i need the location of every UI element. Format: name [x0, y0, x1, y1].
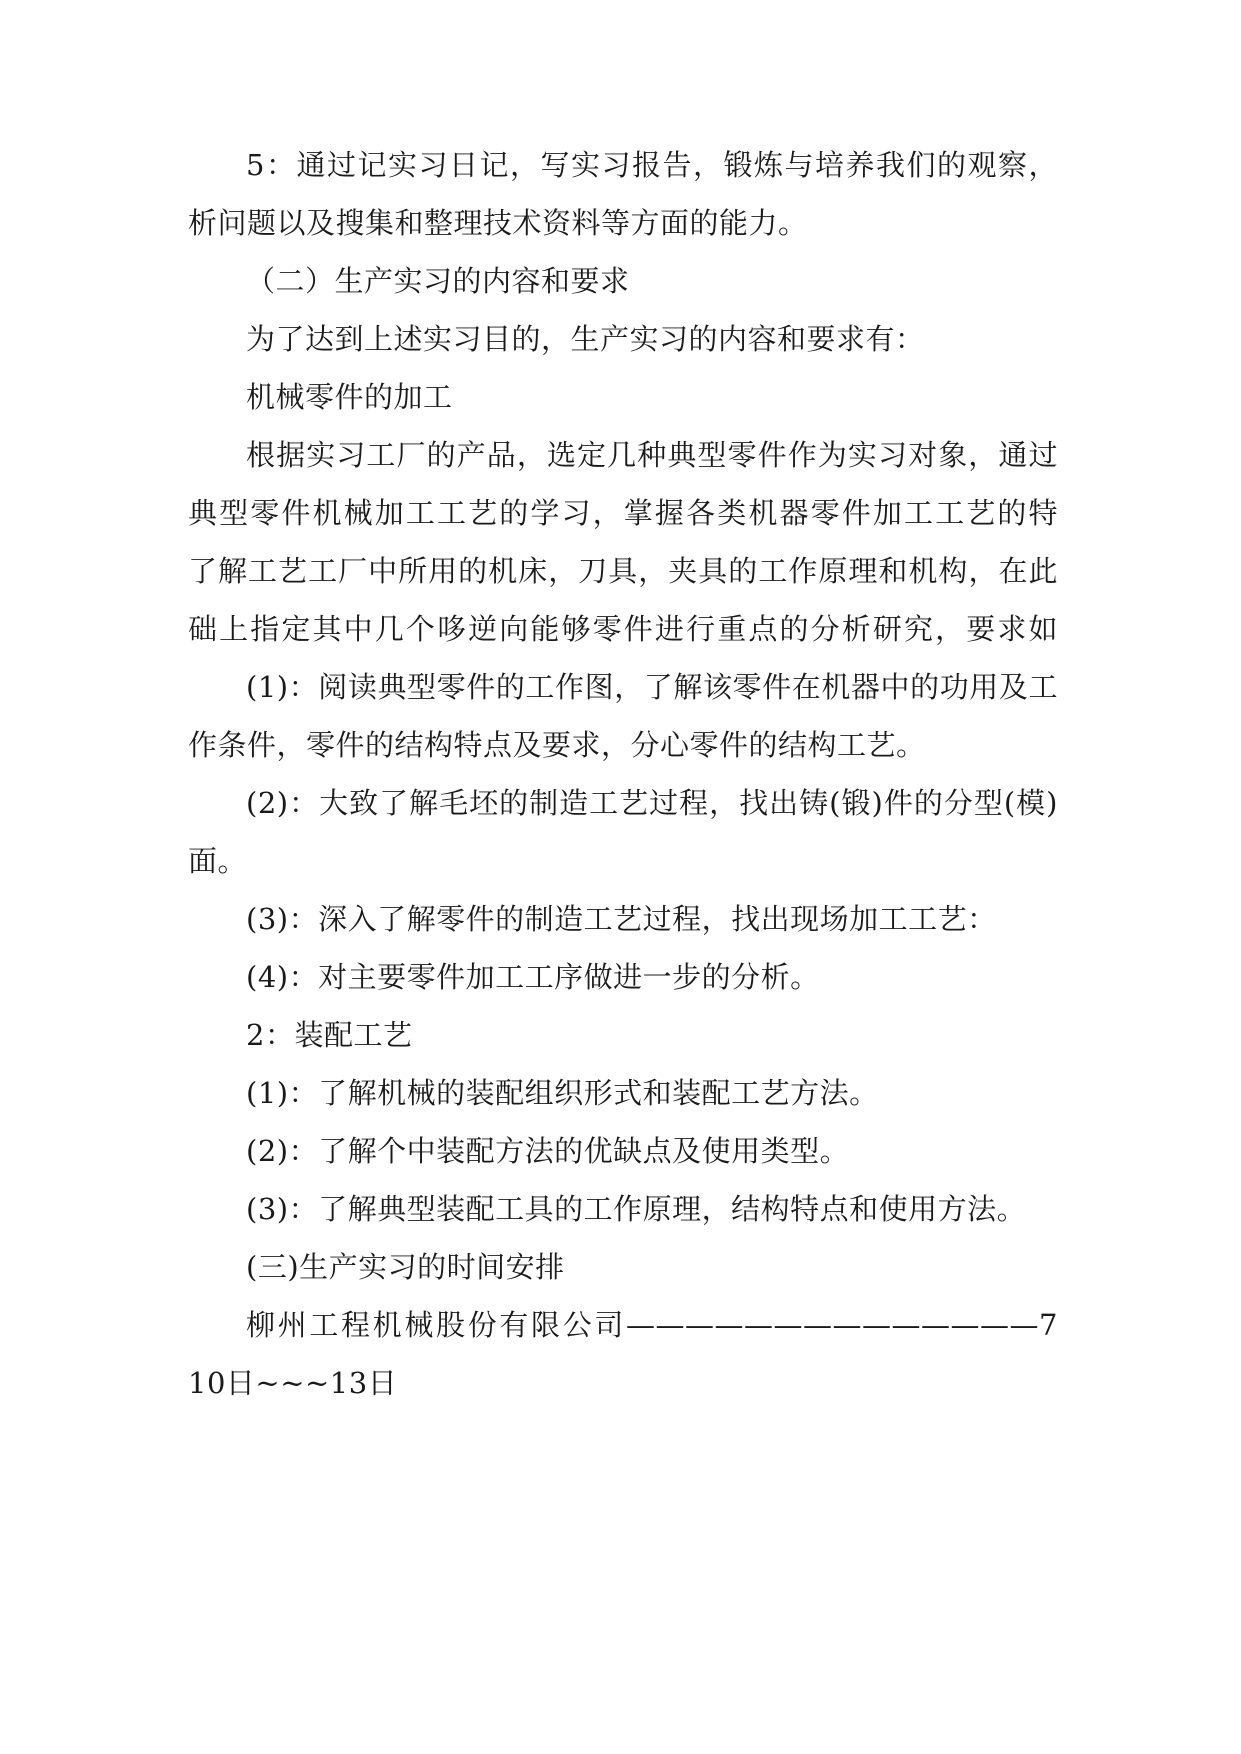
assembly-item-1: (1)：了解机械的装配组织形式和装配工艺方法。: [246, 1076, 879, 1110]
list-item-2-line-1: (2)：大致了解毛坯的制造工艺过程，找出铸(锻)件的分型(模): [246, 786, 1058, 820]
assembly-item-3: (3)：了解典型装配工具的工作原理，结构特点和使用方法。: [246, 1192, 1027, 1226]
paragraph-line-2: 析问题以及搜集和整理技术资料等方面的能力。: [188, 206, 808, 240]
subsection-heading-machining: 机械零件的加工: [246, 380, 453, 414]
paragraph-line-6: 了解工艺工厂中所用的机床，刀具，夹具的工作原理和机构，在此: [188, 554, 1058, 588]
paragraph-line-5: 典型零件机械加工工艺的学习，掌握各类机器零件加工工艺的特: [188, 496, 1058, 530]
section-heading-2: （二）生产实习的内容和要求: [246, 264, 630, 298]
subsection-heading-assembly: 2：装配工艺: [246, 1018, 413, 1052]
list-item-2-line-2: 面。: [188, 844, 248, 878]
schedule-line-1: 柳州工程机械股份有限公司——————————————7: [246, 1308, 1058, 1342]
paragraph-line-7: 础上指定其中几个哆逆向能够零件进行重点的分析研究，要求如: [188, 612, 1058, 646]
paragraph-line-1: 5：通过记实习日记，写实习报告，锻炼与培养我们的观察，: [246, 148, 1058, 182]
schedule-line-2: 10日~~~13日: [188, 1366, 398, 1400]
paragraph-line-3: 为了达到上述实习目的，生产实习的内容和要求有：: [246, 322, 925, 356]
section-heading-3: (三)生产实习的时间安排: [246, 1250, 565, 1284]
list-item-1-line-1: (1)：阅读典型零件的工作图，了解该零件在机器中的功用及工: [246, 670, 1058, 704]
paragraph-line-4: 根据实习工厂的产品，选定几种典型零件作为实习对象，通过: [246, 438, 1058, 472]
list-item-1-line-2: 作条件，零件的结构特点及要求，分心零件的结构工艺。: [188, 728, 926, 762]
assembly-item-2: (2)：了解个中装配方法的优缺点及使用类型。: [246, 1134, 850, 1168]
list-item-3: (3)：深入了解零件的制造工艺过程，找出现场加工工艺：: [246, 902, 997, 936]
list-item-4: (4)：对主要零件加工工序做进一步的分析。: [246, 960, 820, 994]
